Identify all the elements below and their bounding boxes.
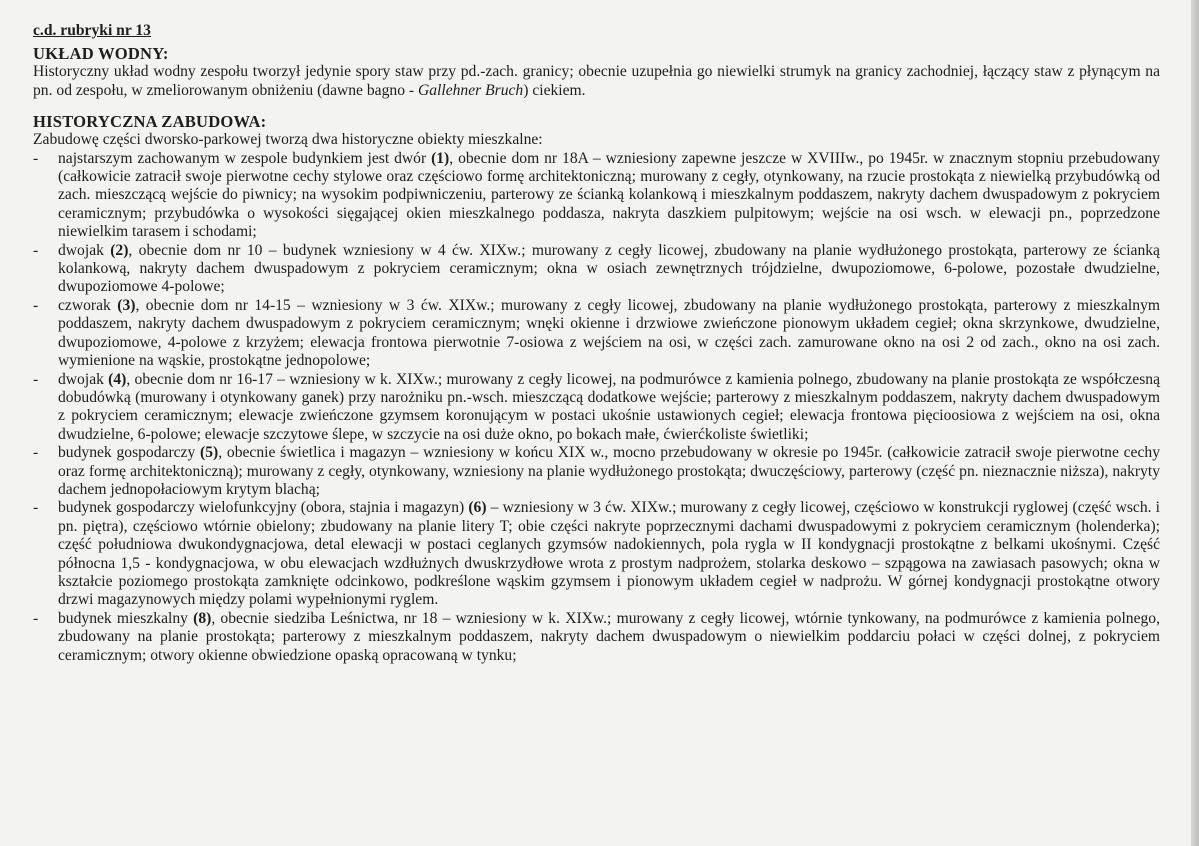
- list-item: [33, 150, 1160, 242]
- item-text: , obecnie dom nr 10 – budynek wzniesiony w 4 ćw. XIXw.; murowany z cegły licowej, zbudowany na planie wydłużonego prostokąta, parterowy ze ścianką kolankową, nakryty dachem dwuspadowym z pokryciem ceramicznym; okna w osiach zewnętrznych trójdzielne, dwupoziomowe, 6-polowe, pozostałe dwudzielne, dwupoziomowe 4-polowe;: [58, 241, 1160, 296]
- item-text: budynek mieszkalny: [58, 609, 194, 627]
- list-item: [33, 444, 1160, 499]
- buildings-section-title: HISTORYCZNA ZABUDOWA:: [33, 112, 267, 132]
- dash-bullet: -: [33, 296, 39, 314]
- document-page: [33, 22, 1160, 665]
- item-text: , obecnie dom nr 16-17 – wzniesiony w k. XIXw.; murowany z cegły licowej, na podmurówce z kamienia polnego, zbudowany na planie prostokąta ze współczesną dobudówką (murowany i otynkowany ganek) przy narożniku pn.-wsch. mieszczącą dodatkowe wejście; parterowy z mieszkalnym poddaszem, nakryty dachem dwuspadowym z pokryciem ceramicznym; elewacje zwieńczone gzymsem koronującym w postaci ukośnie ustawionych cegieł; elewacja frontowa pięcioosiowa z wejściem na osi, okna dwudzielne, 6-polowe; elewacje szczytowe ślepe, w szczycie na osi duże okno, po bokach małe, ćwierćkoliste świetliki;: [58, 370, 1160, 443]
- item-text: dwojak: [58, 370, 109, 388]
- list-item: [33, 242, 1160, 297]
- item-text: , obecnie świetlica i magazyn – wzniesiony w końcu XIX w., mocno przebudowany w okresie po 1945r. (całkowicie zatracił swoje pierwotne cechy oraz formę architektoniczną); murowany z cegły, otynkowany, wzniesiony na planie wydłużonego prostokąta; dwuczęściowy, parterowy (część pn. nieznacznie niższa), nakryty dachem jednopołaciowym krytym blachą;: [58, 444, 1160, 498]
- buildings-list: [33, 150, 1160, 665]
- dash-bullet: -: [33, 609, 39, 627]
- page-edge-shadow: [1191, 0, 1199, 846]
- water-text-part: ) ciekiem.: [523, 81, 586, 99]
- buildings-intro: Zabudowę części dworsko-parkowej tworzą dwa historyczne obiekty mieszkalne:: [33, 131, 543, 149]
- item-text: budynek gospodarczy wielofunkcyjny (obora, stajnia i magazyn): [58, 499, 469, 517]
- object-number: (3): [117, 296, 136, 314]
- water-text-italic: Gallehner Bruch: [417, 81, 524, 99]
- page-heading: c.d. rubryki nr 13: [33, 22, 151, 39]
- dash-bullet: -: [33, 499, 39, 517]
- water-text-part: Historyczny układ wodny zespołu tworzył jedynie spory staw przy pd.-zach. granicy; obecnie uzupełnia go niewielki strumyk na granicy zachodniej, łączący staw z płynącym na pn. od zespołu, w zmeliorowanym obniżeniu (dawne bagno -: [33, 63, 1160, 99]
- list-item: [33, 371, 1160, 445]
- item-text: czworak: [58, 296, 118, 314]
- dash-bullet: -: [33, 444, 39, 462]
- object-number: (1): [431, 149, 450, 167]
- item-text: – wzniesiony w 3 ćw. XIXw.; murowany z cegły licowej, częściowo w konstrukcji ryglowej (część wsch. i pn. piętra), częściowo wtórnie obielony; zbudowany na planie litery T; obie części nakryte poprzecznymi dachami dwuspadowymi z pokryciem ceramicznym (holenderka); część południowa dwukondygnacjowa, detal elewacji w postaci ceglanych gzymsów nadokiennych, pola rygla w II kondygnacji prostokątne z belkami ukośnymi. Część północna 1,5 - kondygnacjowa, w obu elewacjach wzdłużnych dwuskrzydłowe wrota z prostym nadprożem, stolarka deskowo – szpągowa na zawiasach pasowych; okna w kształcie poziomego prostokąta zamknięte odcinkowo, podkreślone wąskim gzymsem i pionowym układem cegieł w nadprożu. W górnej kondygnacji prostokątne otwory drzwi magazynowych między polami wypełnionymi ryglem.: [58, 499, 1160, 609]
- list-item: [33, 297, 1160, 371]
- object-number: (4): [108, 370, 127, 388]
- dash-bullet: -: [33, 149, 39, 167]
- object-number: (2): [110, 241, 129, 259]
- water-section-text: [33, 63, 1160, 100]
- item-text: , obecnie siedziba Leśnictwa, nr 18 – wzniesiony w k. XIXw.; murowany z cegły licowej, wtórnie tynkowany, na podmurówce z kamienia polnego, zbudowany na planie prostokąta; parterowy z mieszkalnym poddaszem, nakryty dachem dwuspadowym o niewielkim poddarciu połaci w części dolnej, z pokryciem ceramicznym; otwory okienne obwiedzione opaską opracowaną w tynku;: [58, 609, 1160, 664]
- object-number: (6): [468, 499, 487, 517]
- item-text: budynek gospodarczy: [58, 444, 201, 462]
- water-section-title: UKŁAD WODNY:: [33, 44, 169, 64]
- object-number: (8): [193, 609, 212, 627]
- item-text: , obecnie dom nr 14-15 – wzniesiony w 3 ćw. XIXw.; murowany z cegły licowej, zbudowany na planie wydłużonego prostokąta, parterowy z mieszkalnym poddaszem, nakryty dachem dwuspadowym z pokryciem ceramicznym; wnęki okienne i drzwiowe zwieńczone pionowym układem cegieł; okna skrzynkowe, dwudzielne, dwupoziomowe, 4-polowe z krzyżem; elewacja frontowa pierwotnie 7-osiowa z wejściem na osi, w części zach. zamurowane okno na osi 2 od zach., okno na osi zach. wymienione na wąskie, prostokątne jednopolowe;: [58, 296, 1160, 370]
- list-item: [33, 610, 1160, 665]
- list-item: [33, 499, 1160, 609]
- dash-bullet: -: [33, 241, 39, 259]
- item-text: dwojak: [58, 241, 111, 259]
- dash-bullet: -: [33, 370, 39, 388]
- item-text: najstarszym zachowanym w zespole budynkiem jest dwór: [58, 149, 432, 167]
- item-text: , obecnie dom nr 18A – wzniesiony zapewne jeszcze w XVIIIw., po 1945r. w znacznym stopniu przebudowany (całkowicie zatracił swoje pierwotne cechy stylowe oraz częściowo formę architektoniczną; murowany z cegły, otynkowany, na rzucie prostokąta z niewielką przybudówką od zach. mieszczącą wejście do piwnicy; na wysokim podpiwniczeniu, parterowy ze ścianką kolankową i mieszkalnym poddaszem, nakryty dachem dwuspadowym z pokryciem ceramicznym; przybudówka o wysokości sięgającej okien mieszkalnego poddasza, nakryta daszkiem pulpitowym; wejście na osi wsch. w elewacji pn., poprzedzone niewielkim tarasem i schodami;: [58, 149, 1160, 241]
- object-number: (5): [200, 444, 219, 462]
